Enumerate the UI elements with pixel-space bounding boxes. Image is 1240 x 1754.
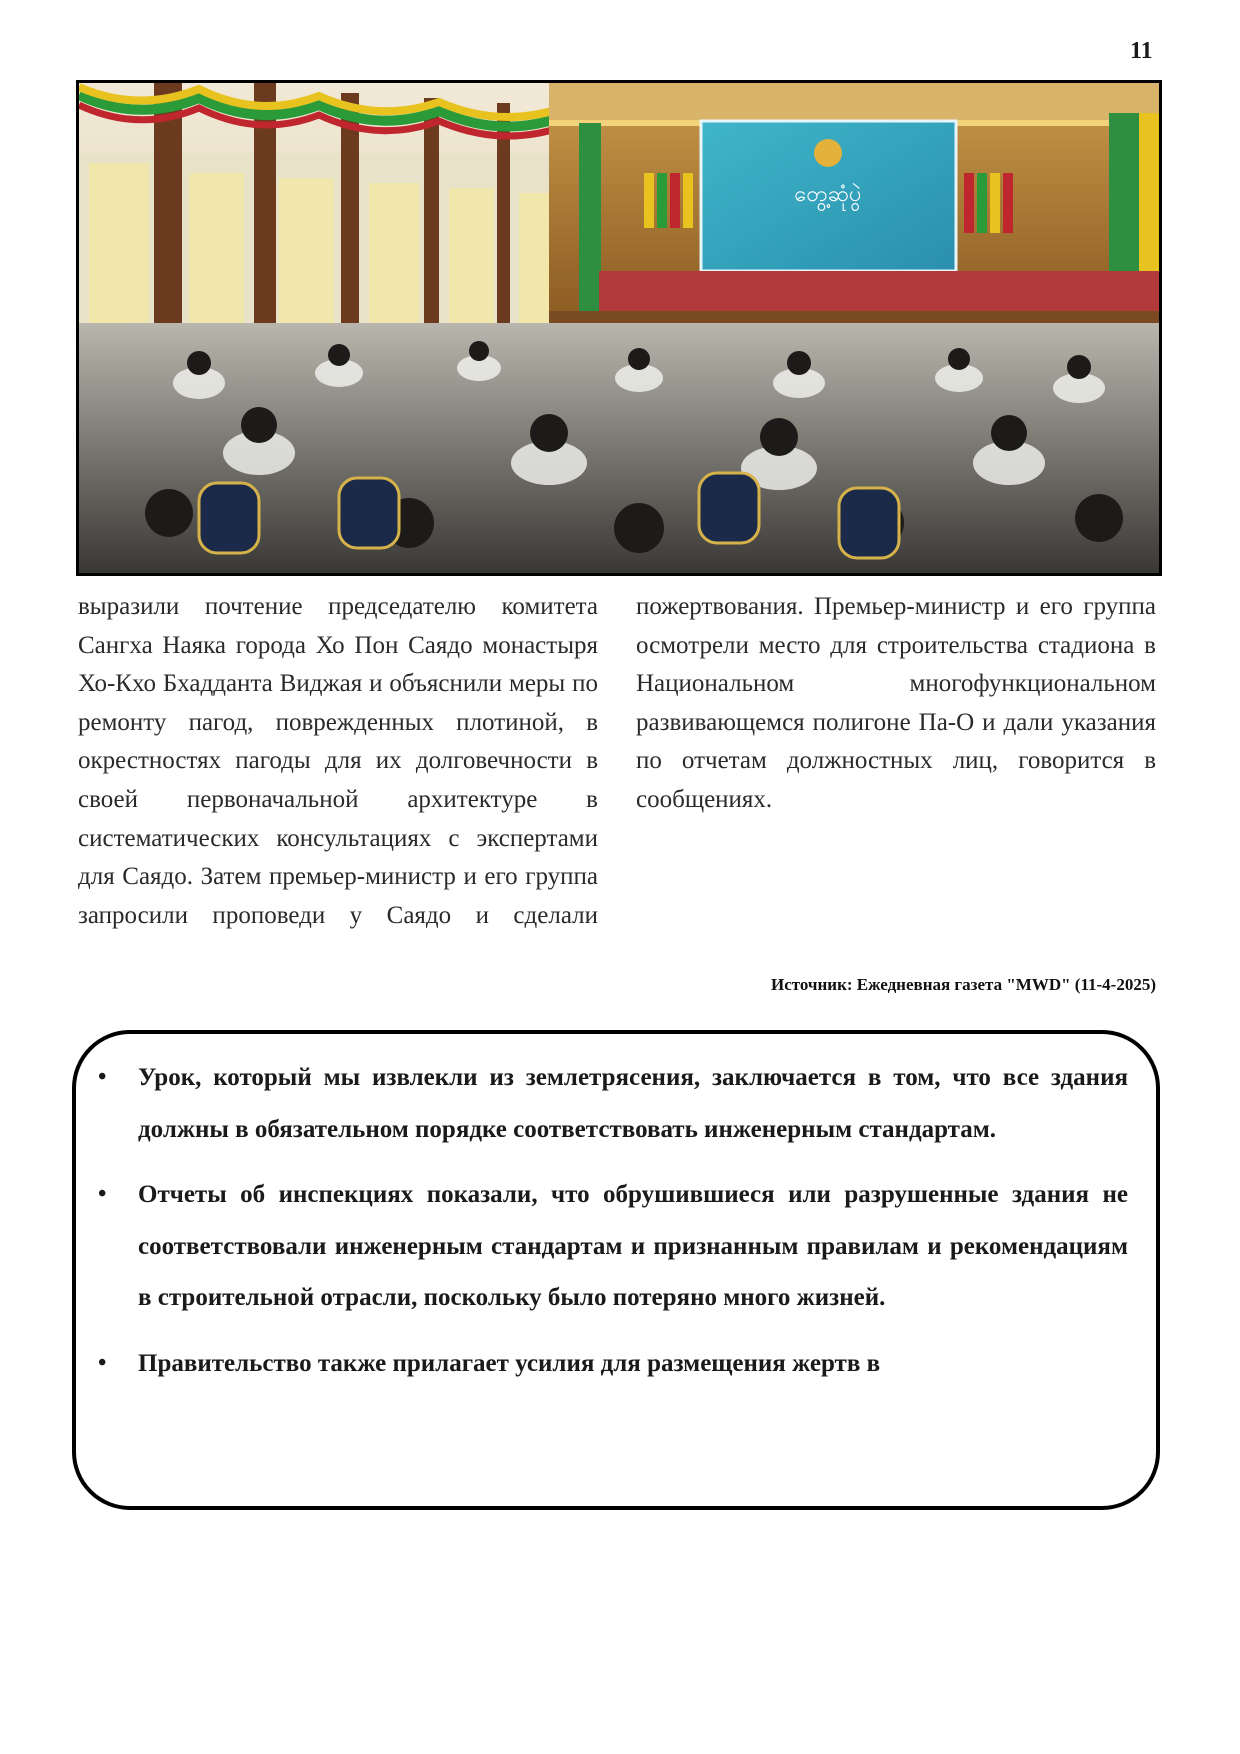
article-right-column xyxy=(636,588,1156,820)
highlight-item xyxy=(98,1169,1128,1324)
highlight-item-text: Урок, который мы извлекли из землетрясения, заключается в том, что все здания должны в обязательном порядке соответствовать инженерным стандартам. xyxy=(138,1064,1128,1143)
article-right-text: пожертвования. Премьер-министр и его группа осмотрели место для строительства стадиона в Национальном многофункциональном развивающемся полигоне Па-О и дали указания по отчетам должностных лиц, говорится в сообщениях. xyxy=(636,593,1156,813)
svg-text:တွေ့ဆုံပွဲ: တွေ့ဆုံပွဲ xyxy=(794,182,862,207)
page-number: 11 xyxy=(1130,38,1153,64)
highlight-list xyxy=(76,1034,1156,1389)
meeting-hall-photo xyxy=(76,80,1162,576)
highlight-item xyxy=(98,1338,1128,1390)
article-left-column xyxy=(78,588,598,935)
highlight-item-text: Отчеты об инспекциях показали, что обрушившиеся или разрушенные здания не соответствовали инженерным стандартам и признанным правилам и рекомендациям в строительной отрасли, поскольку было потеряно много жизней. xyxy=(138,1181,1128,1311)
highlight-item xyxy=(98,1052,1128,1155)
highlight-item-text: Правительство также прилагает усилия для размещения жертв в xyxy=(138,1349,881,1377)
bullet-icon: • xyxy=(98,1349,107,1376)
article-left-text: выразили почтение председателю комитета Сангха Наяка города Хо Пон Саядо монастыря Хо-Кхо Бхадданта Виджая и объяснили меры по ремонту пагод, поврежденных плотиной, в окрестностях пагоды для их долговечности в своей первоначальной архитектуре в систематических консультациях с экспертами для Саядо. Затем премьер-министр и его группа запросили проповеди у Саядо и сделали xyxy=(78,593,598,929)
bullet-icon: • xyxy=(98,1181,107,1207)
article-source: Источник: Ежедневная газета "MWD" (11-4-2025) xyxy=(770,975,1156,994)
highlight-box xyxy=(72,1030,1160,1510)
bullet-icon: • xyxy=(98,1064,107,1090)
